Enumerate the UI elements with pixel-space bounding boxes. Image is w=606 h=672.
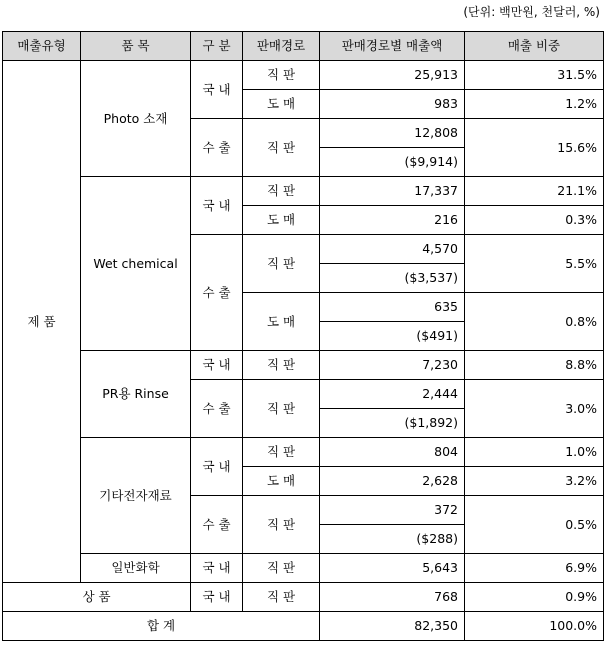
header-route: 판매경로 [243,32,320,61]
cell-amount-usd: ($3,537) [320,264,465,293]
cell-item-pr-rinse: PR용 Rinse [81,351,191,438]
cell-amount: 216 [320,206,465,235]
cell-amount: 372 [320,496,465,525]
cell-share: 0.9% [465,583,604,612]
cell-amount-usd: ($491) [320,322,465,351]
cell-share: 0.5% [465,496,604,554]
cell-share: 0.3% [465,206,604,235]
cell-amount: 4,570 [320,235,465,264]
cell-share: 6.9% [465,554,604,583]
cell-route: 직 판 [243,438,320,467]
cell-amount: 768 [320,583,465,612]
cell-share: 8.8% [465,351,604,380]
cell-total-label: 합 계 [3,612,320,641]
cell-route: 직 판 [243,554,320,583]
header-row [3,32,604,61]
cell-division: 국 내 [191,554,243,583]
cell-total-amount: 82,350 [320,612,465,641]
header-sales-type: 매출유형 [3,32,81,61]
cell-route: 직 판 [243,583,320,612]
table-row [3,554,604,583]
table-row [3,351,604,380]
cell-share: 0.8% [465,293,604,351]
cell-amount: 17,337 [320,177,465,206]
cell-amount-usd: ($288) [320,525,465,554]
cell-amount-usd: ($1,892) [320,409,465,438]
cell-route: 직 판 [243,380,320,438]
cell-route: 도 매 [243,293,320,351]
cell-share: 3.0% [465,380,604,438]
cell-route: 직 판 [243,119,320,177]
cell-amount: 2,444 [320,380,465,409]
table-row-goods [3,583,604,612]
cell-route: 직 판 [243,61,320,90]
table-row [3,438,604,467]
cell-division: 국 내 [191,177,243,235]
cell-route: 직 판 [243,496,320,554]
cell-share: 3.2% [465,467,604,496]
cell-item-wet-chemical: Wet chemical [81,177,191,351]
cell-amount: 5,643 [320,554,465,583]
cell-division: 수 출 [191,496,243,554]
cell-sales-type-goods: 상 품 [3,583,191,612]
cell-share: 1.0% [465,438,604,467]
cell-division: 국 내 [191,438,243,496]
cell-amount: 635 [320,293,465,322]
table-row-total [3,612,604,641]
cell-sales-type-product: 제 품 [3,61,81,583]
cell-division: 국 내 [191,583,243,612]
cell-item-etc-electronic: 기타전자재료 [81,438,191,554]
cell-division: 국 내 [191,351,243,380]
cell-item-photo: Photo 소재 [81,61,191,177]
cell-share: 31.5% [465,61,604,90]
cell-route: 도 매 [243,206,320,235]
header-item: 품 목 [81,32,191,61]
cell-route: 도 매 [243,467,320,496]
header-division: 구 분 [191,32,243,61]
cell-amount: 983 [320,90,465,119]
unit-note: (단위: 백만원, 천달러, %) [463,5,600,19]
cell-route: 직 판 [243,351,320,380]
cell-division: 수 출 [191,380,243,438]
cell-division: 국 내 [191,61,243,119]
cell-amount-usd: ($9,914) [320,148,465,177]
cell-amount: 25,913 [320,61,465,90]
table-row [3,177,604,206]
cell-route: 직 판 [243,235,320,293]
cell-amount: 804 [320,438,465,467]
cell-route: 직 판 [243,177,320,206]
cell-division: 수 출 [191,119,243,177]
cell-share: 1.2% [465,90,604,119]
cell-share: 5.5% [465,235,604,293]
cell-amount: 2,628 [320,467,465,496]
cell-item-general-chemical: 일반화학 [81,554,191,583]
header-amount: 판매경로별 매출액 [320,32,465,61]
cell-total-share: 100.0% [465,612,604,641]
cell-amount: 7,230 [320,351,465,380]
cell-share: 15.6% [465,119,604,177]
cell-share: 21.1% [465,177,604,206]
cell-route: 도 매 [243,90,320,119]
cell-amount: 12,808 [320,119,465,148]
cell-division: 수 출 [191,235,243,351]
sales-table [2,31,604,641]
table-row [3,61,604,90]
header-share: 매출 비중 [465,32,604,61]
